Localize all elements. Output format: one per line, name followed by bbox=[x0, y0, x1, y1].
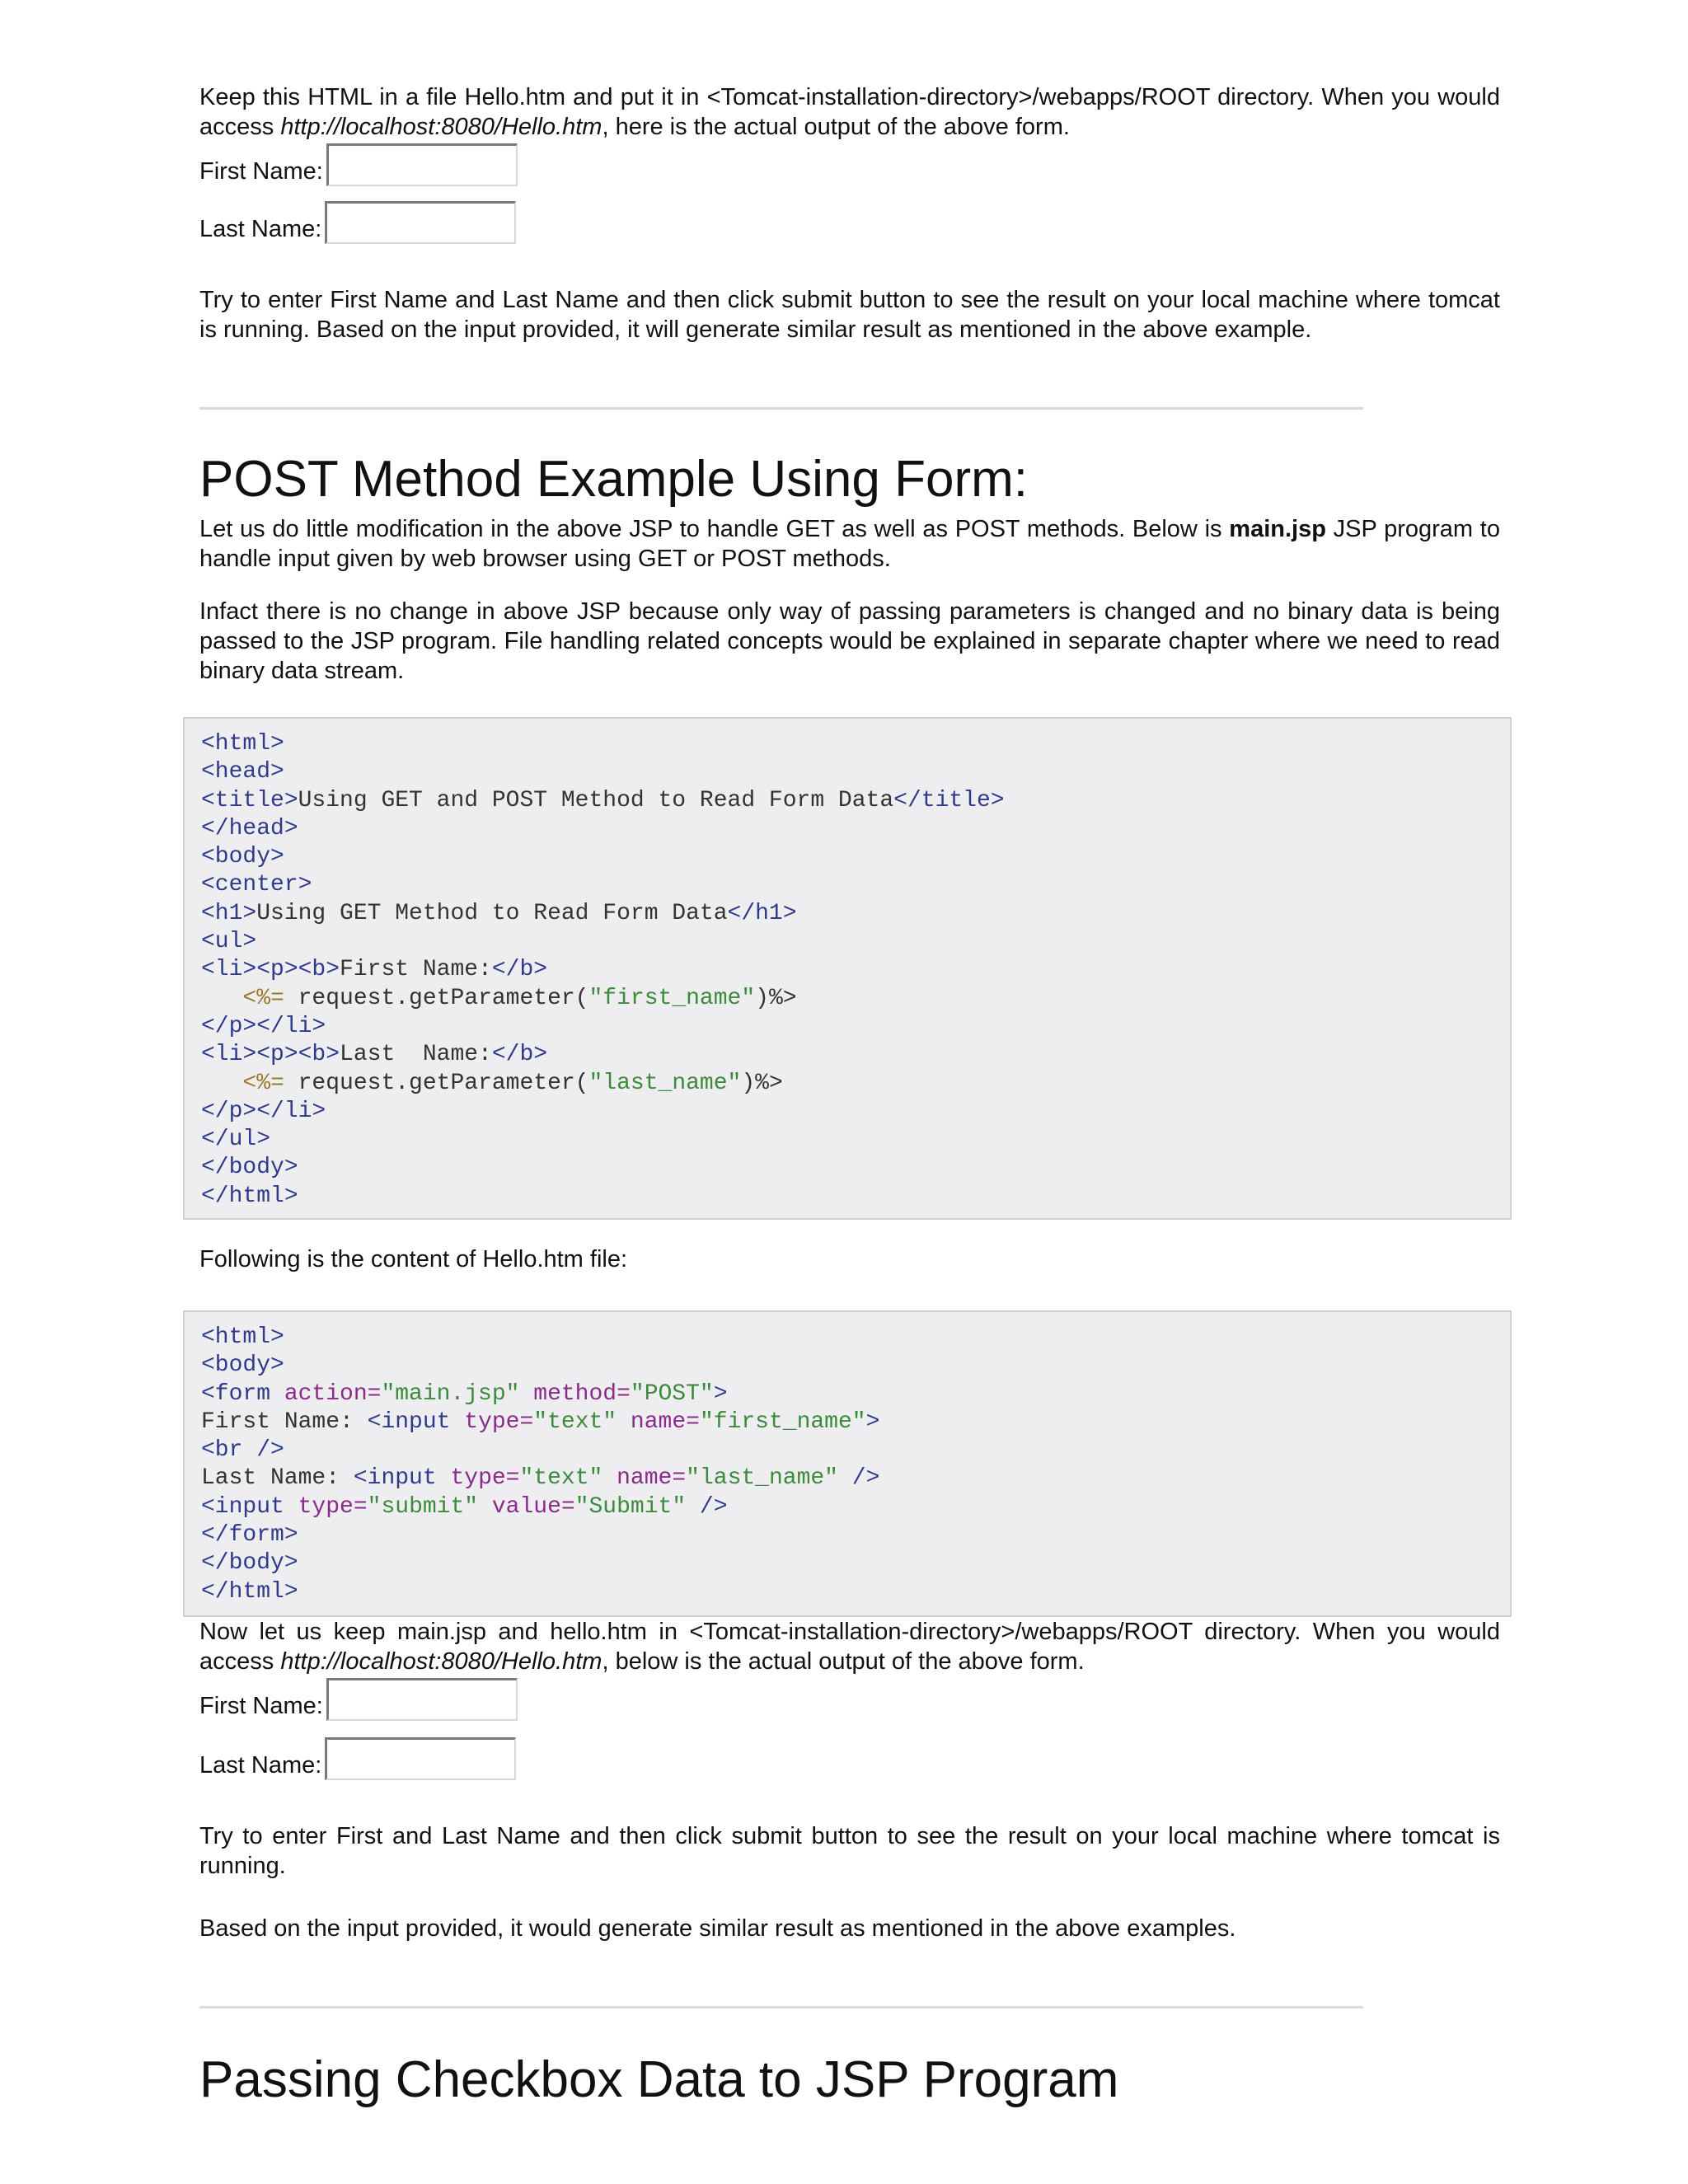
checkbox-section-heading: Passing Checkbox Data to JSP Program bbox=[199, 2051, 1119, 2108]
post-p4-text-end: , below is the actual output of the above form. bbox=[602, 1648, 1085, 1675]
post-text-end: JSP program to handle input given by web browser using GET or POST methods. bbox=[199, 516, 1500, 572]
code-block-hello-htm: <html> <body> <form action="main.jsp" method="POST"> First Name: <input type="text" name="first_name"> <br /> Last Name: <input type="text" name="last_name" /> <input type="submit" value="Submit" /> </form> </body> </html> bbox=[183, 1310, 1512, 1617]
post-p4-text: Now let us keep main.jsp and hello.htm in <Tomcat-installation-directory>/webapps/ROOT directory. When you would access bbox=[199, 1619, 1500, 1675]
post-first-name-label: First Name: bbox=[199, 1693, 323, 1719]
first-name-label: First Name: bbox=[199, 158, 323, 185]
first-name-input[interactable] bbox=[326, 143, 518, 186]
intro-paragraph bbox=[199, 82, 1500, 142]
hello-htm-intro: Following is the content of Hello.htm file: bbox=[199, 1246, 628, 1272]
post-first-name-input[interactable] bbox=[326, 1678, 518, 1721]
post-text: Let us do little modification in the above JSP to handle GET as well as POST methods. Below is bbox=[199, 516, 1230, 542]
last-name-input[interactable] bbox=[325, 201, 516, 244]
post-last-name-row bbox=[199, 1737, 516, 1780]
post-paragraph-4 bbox=[199, 1617, 1500, 1676]
intro-instructions: Try to enter First Name and Last Name and then click submit button to see the result on your local machine where tomcat is running. Based on the input provided, it will generate similar result as mentioned in the above example. bbox=[199, 287, 1500, 343]
post-last-name-label: Last Name: bbox=[199, 1752, 322, 1779]
code-block-main-jsp: <html> <head> <title>Using GET and POST Method to Read Form Data</title> </head> <body> <center> <h1>Using GET Method to Read Form Data</h1> <ul> <li><p><b>First Name:</b> <%= request.getParameter("first_name")%> </p></li> <li><p><b>Last Name:</b> <%= request.getParameter("last_name")%> </p></li> </ul> </body> </html> bbox=[183, 717, 1512, 1220]
post-section-heading: POST Method Example Using Form: bbox=[199, 451, 1028, 508]
post-paragraph-6: Based on the input provided, it would generate similar result as mentioned in the above examples. bbox=[199, 1915, 1236, 1942]
section-divider-2 bbox=[199, 2006, 1363, 2008]
post-p4-url: http://localhost:8080/Hello.htm bbox=[280, 1648, 603, 1675]
intro-url: http://localhost:8080/Hello.htm bbox=[280, 114, 603, 140]
main-jsp-filename: main.jsp bbox=[1229, 516, 1326, 542]
post-first-name-row bbox=[199, 1678, 518, 1721]
post-paragraph-2: Infact there is no change in above JSP because only way of passing parameters is changed and no binary data is being passed to the JSP program. File handling related concepts would be explained in separate chapter where we need to read binary data stream. bbox=[199, 598, 1500, 684]
intro-text: Keep this HTML in a file Hello.htm and put it in <Tomcat-installation-directory>/webapps/ROOT directory. When you would access bbox=[199, 84, 1500, 140]
post-last-name-input[interactable] bbox=[325, 1737, 516, 1780]
last-name-row bbox=[199, 201, 516, 244]
intro-text-end: , here is the actual output of the above form. bbox=[602, 114, 1070, 140]
post-paragraph-1 bbox=[199, 514, 1500, 574]
post-paragraph-5: Try to enter First and Last Name and then click submit button to see the result on your local machine where tomcat is running. bbox=[199, 1823, 1500, 1879]
first-name-row bbox=[199, 143, 518, 186]
section-divider bbox=[199, 407, 1363, 410]
last-name-label: Last Name: bbox=[199, 216, 322, 242]
